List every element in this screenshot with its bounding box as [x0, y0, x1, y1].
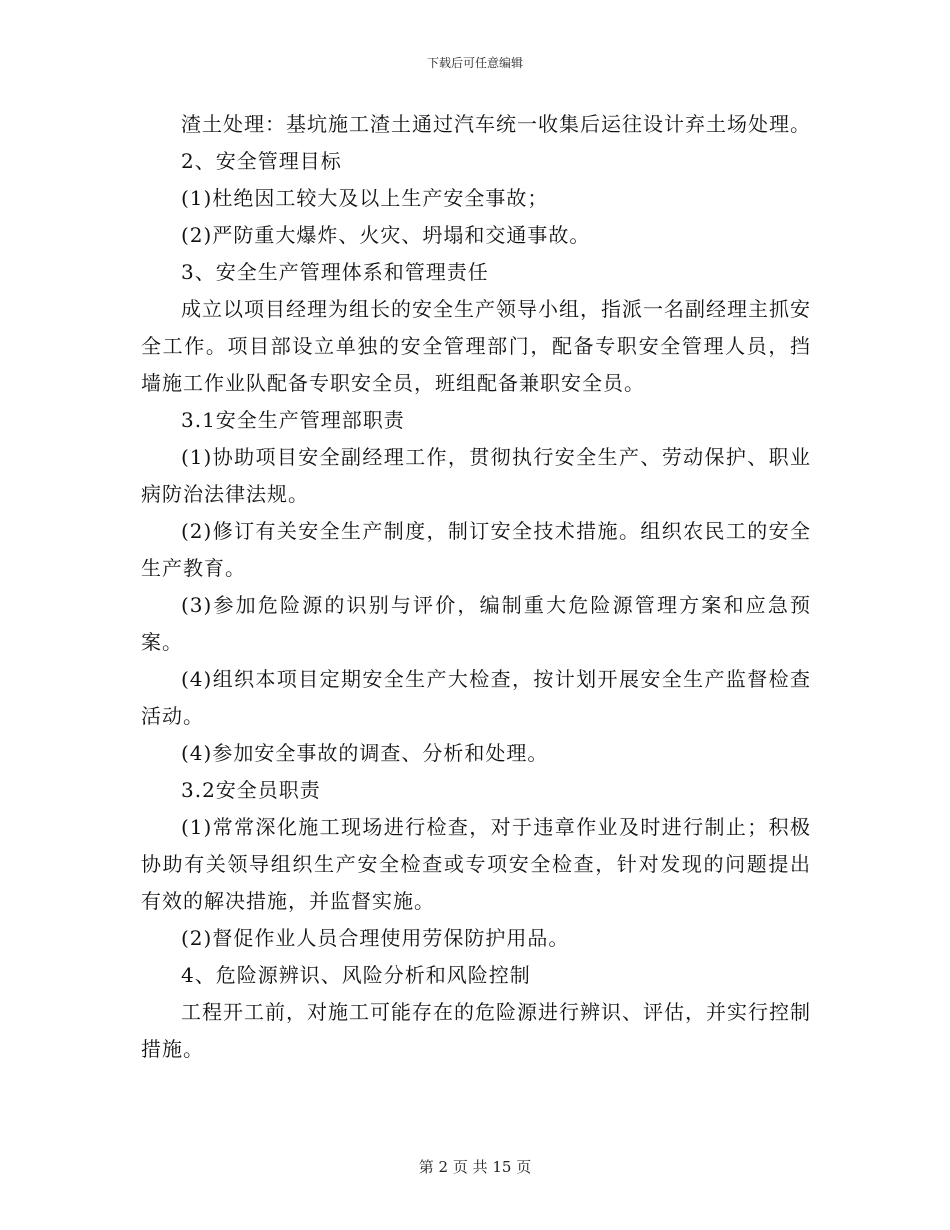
paragraph-leadership-group: 成立以项目经理为组长的安全生产领导小组，指派一名副经理主抓安全工作。项目部设立单独的安全管理部门，配备专职安全管理人员，挡墙施工作业队配备专职安全员，班组配备兼职安全员。 — [141, 297, 811, 395]
list-item: (2)督促作业人员合理使用劳保防护用品。 — [181, 926, 570, 950]
list-item: (2)修订有关安全生产制度，制订安全技术措施。组织农民工的安全生产教育。 — [141, 519, 811, 580]
list-item: (4)组织本项目定期安全生产大检查，按计划开展安全生产监督检查活动。 — [141, 667, 811, 728]
page-header-note: 下载后可任意编辑 — [426, 56, 523, 70]
list-item: (3)参加危险源的识别与评价，编制重大危险源管理方案和应急预案。 — [141, 593, 811, 654]
heading-safety-goals: 2、安全管理目标 — [181, 149, 342, 173]
page-number: 第 2 页 共 15 页 — [418, 1158, 532, 1176]
list-item: (1)协助项目安全副经理工作，贯彻执行安全生产、劳动保护、职业病防治法律法规。 — [141, 445, 811, 506]
list-item: (1)常常深化施工现场进行检查，对于违章作业及时进行制止；积极协助有关领导组织生产安全检查或专项安全检查，针对发现的问题提出有效的解决措施，并监督实施。 — [141, 815, 811, 913]
heading-safety-system: 3、安全生产管理体系和管理责任 — [181, 260, 489, 284]
heading-officer-duties: 3.2安全员职责 — [181, 778, 321, 802]
document-body — [141, 106, 811, 1068]
heading-hazard-control: 4、危险源辨识、风险分析和风险控制 — [181, 963, 531, 987]
list-item: (1)杜绝因工较大及以上生产安全事故； — [181, 186, 549, 210]
list-item: (2)严防重大爆炸、火灾、坍塌和交通事故。 — [181, 223, 591, 247]
paragraph-waste-soil: 渣土处理：基坑施工渣土通过汽车统一收集后运往设计弃土场处理。 — [181, 112, 811, 136]
heading-dept-duties: 3.1安全生产管理部职责 — [181, 408, 405, 432]
paragraph-hazard-identification: 工程开工前，对施工可能存在的危险源进行辨识、评估，并实行控制措施。 — [141, 1000, 811, 1061]
list-item: (4)参加安全事故的调查、分析和处理。 — [181, 741, 549, 765]
